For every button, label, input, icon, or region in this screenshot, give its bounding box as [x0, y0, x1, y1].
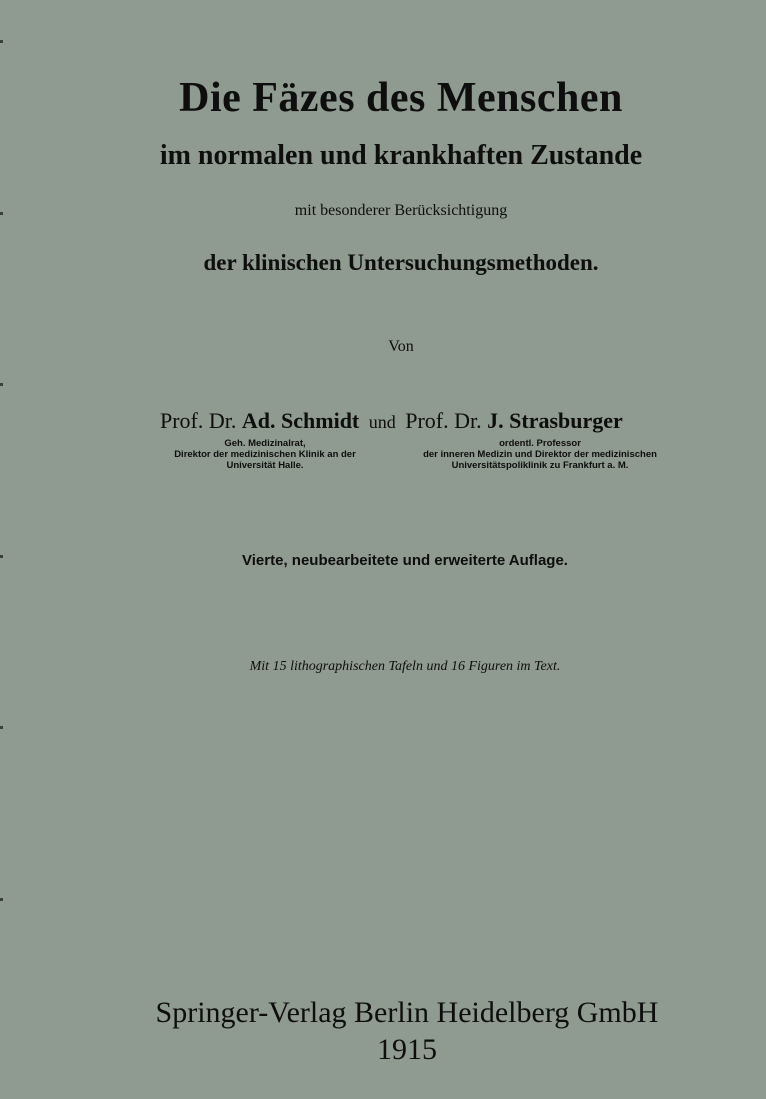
author1-affiliation-line: Universität Halle. [226, 460, 304, 471]
edge-mark [0, 383, 3, 386]
edge-mark [0, 898, 3, 901]
author2-affiliation-line: der inneren Medizin und Direktor der medizinischen [423, 449, 657, 460]
edge-mark [0, 726, 3, 729]
publisher-imprint: Springer-Verlag Berlin Heidelberg GmbH [155, 996, 659, 1029]
author2-affiliation-line: Universitätspoliklinik zu Frankfurt a. M. [451, 460, 629, 471]
edition-statement: Vierte, neubearbeitete und erweiterte Auflage. [242, 552, 568, 569]
author1-affiliation-line: Direktor der medizinischen Klinik an der [174, 449, 356, 460]
authors-connector: und [368, 412, 396, 432]
subtitle-note: mit besonderer Berücksichtigung [294, 202, 508, 219]
author1-affiliation-line: Geh. Medizinalrat, [224, 438, 306, 449]
book-title: Die Fäzes des Menschen [179, 75, 623, 121]
book-subtitle: im normalen und krankhaften Zustande [159, 140, 643, 171]
edge-mark [0, 555, 3, 558]
edge-mark [0, 212, 3, 215]
subtitle-methods: der klinischen Untersuchungsmethoden. [203, 250, 599, 275]
publication-year: 1915 [377, 1033, 437, 1066]
author2-prefix: Prof. Dr. [405, 408, 482, 433]
author2-affiliation-line: ordentl. Professor [499, 438, 581, 449]
author1-affiliation [150, 438, 380, 471]
author1-prefix: Prof. Dr. [160, 408, 237, 433]
author2-affiliation [410, 438, 670, 471]
authors-line [160, 408, 623, 434]
by-label: Von [388, 338, 414, 355]
edge-mark [0, 40, 3, 43]
illustrations-note: Mit 15 lithographischen Tafeln und 16 Figuren im Text. [249, 659, 561, 674]
author1-name: Ad. Schmidt [241, 408, 360, 433]
author2-name: J. Strasburger [487, 408, 623, 433]
